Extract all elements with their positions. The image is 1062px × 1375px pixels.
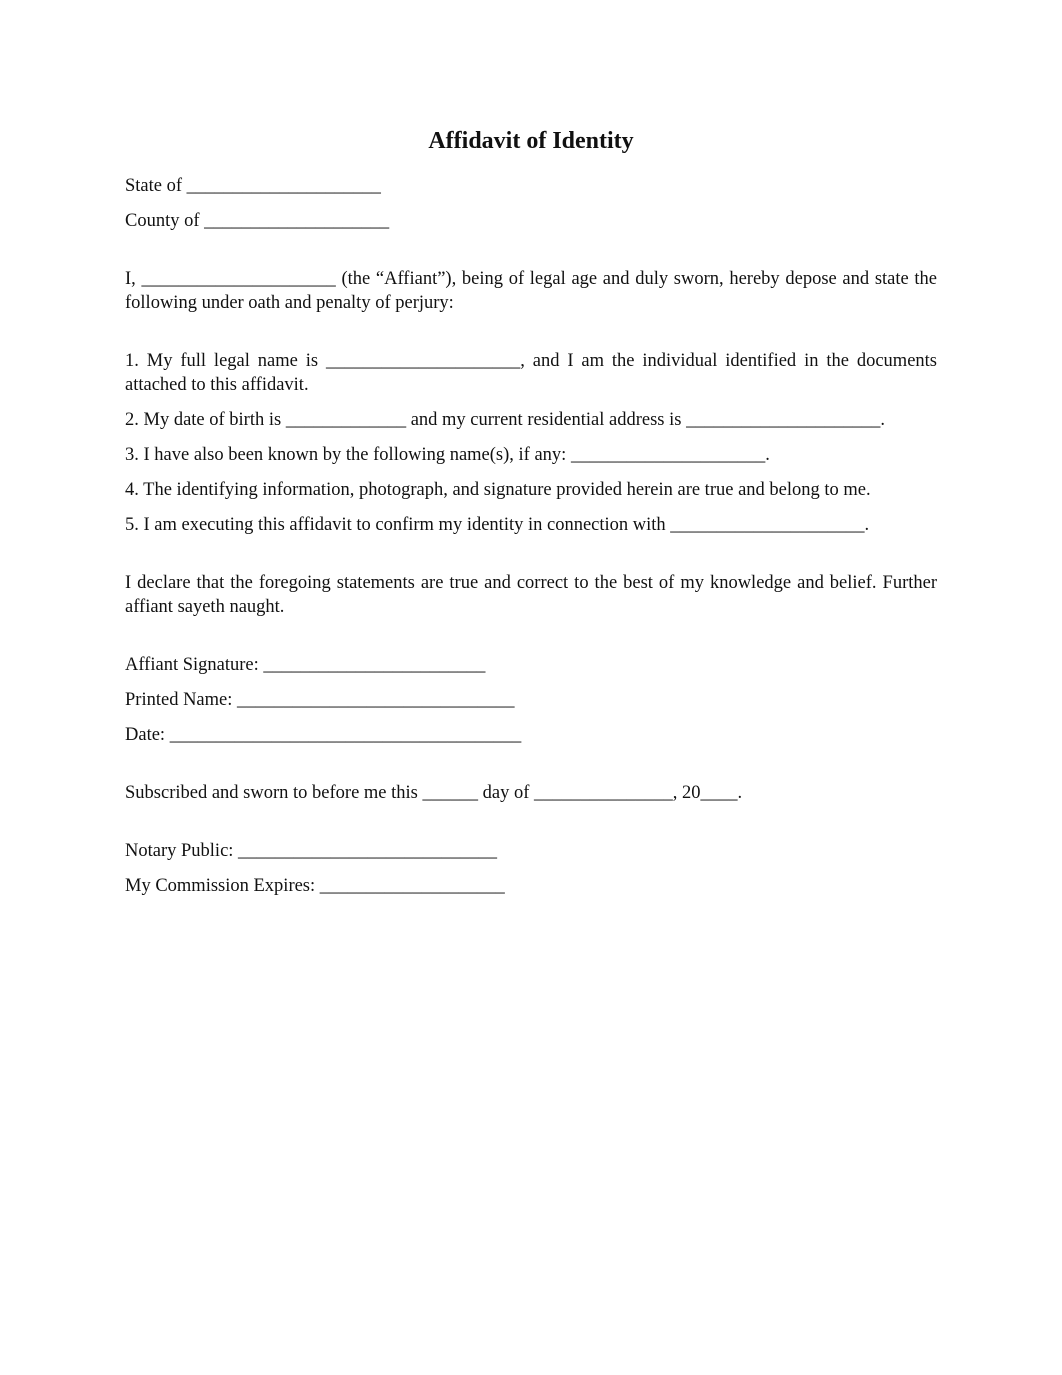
printed-name-blank[interactable]: ______________________________ — [237, 690, 515, 710]
item-1 — [125, 349, 937, 397]
intro-paragraph — [125, 267, 937, 315]
other-names-blank[interactable]: _____________________ — [570, 445, 766, 465]
jurat-day-of: day of — [482, 783, 530, 803]
commission-expires-label: My Commission Expires: — [125, 876, 316, 896]
state-label: State of — [125, 176, 183, 196]
date-label: Date: — [125, 725, 166, 745]
item-2-after: . — [880, 410, 885, 430]
birth-date-blank[interactable]: _____________ — [285, 410, 407, 430]
item-2-before: 2. My date of birth is — [125, 410, 282, 430]
legal-name-blank[interactable]: _____________________ — [325, 351, 521, 371]
item-4-number: 4. — [125, 480, 139, 500]
affiant-signature-line — [125, 653, 937, 677]
declaration-paragraph: I declare that the foregoing statements are true and correct to the best of my knowledge and belief. Further affiant sayeth naught. — [125, 573, 937, 617]
commission-expires-line — [125, 874, 937, 898]
item-1-before: 1. My full legal name is — [125, 351, 319, 371]
jurat-prefix: Subscribed and sworn to before me this — [125, 783, 418, 803]
affidavit-page — [125, 124, 937, 909]
item-5 — [125, 513, 937, 537]
affiant-signature-label: Affiant Signature: — [125, 655, 259, 675]
printed-name-label: Printed Name: — [125, 690, 233, 710]
state-blank[interactable]: _____________________ — [186, 176, 381, 196]
address-blank[interactable]: _____________________ — [686, 410, 881, 430]
item-3 — [125, 443, 937, 467]
document-title: Affidavit of Identity — [428, 128, 634, 154]
date-line — [125, 723, 937, 747]
affiant-name-blank[interactable]: _____________________ — [141, 269, 336, 289]
jurat-month-blank[interactable]: _______________ — [533, 783, 673, 803]
purpose-blank[interactable]: _____________________ — [670, 515, 865, 535]
commission-expires-blank[interactable]: ____________________ — [319, 876, 505, 896]
notary-public-line — [125, 839, 937, 863]
item-4 — [125, 478, 937, 502]
jurat-day-blank[interactable]: ______ — [422, 783, 478, 803]
intro-text: (the “Affiant”), being of legal age and duly sworn, hereby depose and state the following under oath and penalty of perjury: — [125, 269, 938, 313]
notary-public-label: Notary Public: — [125, 841, 234, 861]
item-3-before: 3. I have also been known by the following name(s), if any: — [125, 445, 567, 465]
affiant-signature-blank[interactable]: ________________________ — [263, 655, 486, 675]
date-blank[interactable]: ______________________________________ — [169, 725, 522, 745]
item-4-text: The identifying information, photograph, and signature provided herein are true and belong to me. — [143, 480, 871, 500]
jurat-line — [125, 781, 937, 805]
state-line — [125, 174, 937, 198]
county-blank[interactable]: ____________________ — [204, 211, 390, 231]
printed-name-line — [125, 688, 937, 712]
intro-prefix: I, — [125, 269, 136, 289]
jurat-year-prefix: , 20 — [672, 783, 701, 803]
item-2-middle: and my current residential address is — [410, 410, 682, 430]
county-line — [125, 209, 937, 233]
item-5-after: . — [864, 515, 870, 535]
jurat-suffix: . — [737, 783, 743, 803]
item-2 — [125, 408, 937, 432]
item-5-before: 5. I am executing this affidavit to confirm my identity in connection with — [125, 515, 666, 535]
notary-public-blank[interactable]: ____________________________ — [238, 841, 498, 861]
county-label: County of — [125, 211, 200, 231]
jurat-year-blank[interactable]: ____ — [700, 783, 738, 803]
item-1-after: , and I am the individual identified in the documents attached to this affidavit. — [125, 351, 937, 395]
item-3-after: . — [765, 445, 770, 465]
